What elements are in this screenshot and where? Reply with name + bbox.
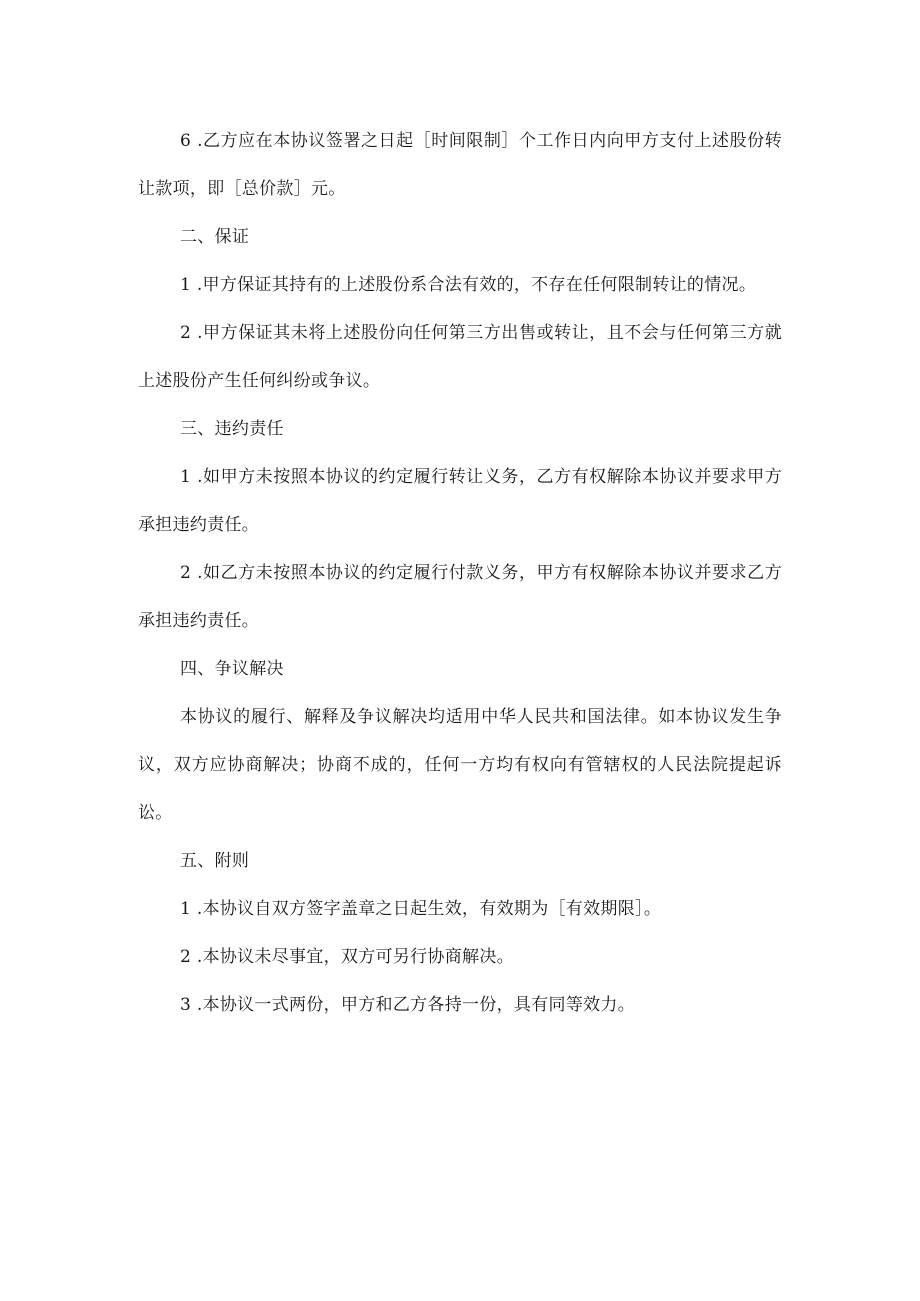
clause-6-payment: 6 .乙方应在本协议签署之日起［时间限制］个工作日内向甲方支付上述股份转让款项，即［总价款］元。 (138, 131, 782, 199)
breach-clause-1: 1 .如甲方未按照本协议的约定履行转让义务，乙方有权解除本协议并要求甲方承担违约责任。 (138, 467, 782, 535)
supplementary-clause-1: 1 .本协议自双方签字盖章之日起生效，有效期为［有效期限］。 (180, 899, 662, 919)
section-heading-breach: 三、违约责任 (180, 419, 284, 439)
section-heading-supplementary: 五、附则 (180, 851, 250, 871)
breach-clause-2: 2 .如乙方未按照本协议的约定履行付款义务，甲方有权解除本协议并要求乙方承担违约责任。 (138, 563, 782, 631)
supplementary-clause-2: 2 .本协议未尽事宜，双方可另行协商解决。 (180, 947, 514, 967)
dispute-clause: 本协议的履行、解释及争议解决均适用中华人民共和国法律。如本协议发生争议，双方应协商解决；协商不成的，任何一方均有权向有管辖权的人民法院提起诉讼。 (138, 707, 782, 823)
warranty-clause-2: 2 .甲方保证其未将上述股份向任何第三方出售或转让，且不会与任何第三方就上述股份产生任何纠纷或争议。 (138, 323, 782, 391)
section-heading-dispute: 四、争议解决 (180, 659, 284, 679)
supplementary-clause-3: 3 .本协议一式两份，甲方和乙方各持一份，具有同等效力。 (180, 995, 636, 1015)
section-heading-warranty: 二、保证 (180, 227, 250, 247)
warranty-clause-1: 1 .甲方保证其持有的上述股份系合法有效的，不存在任何限制转让的情况。 (180, 275, 757, 295)
